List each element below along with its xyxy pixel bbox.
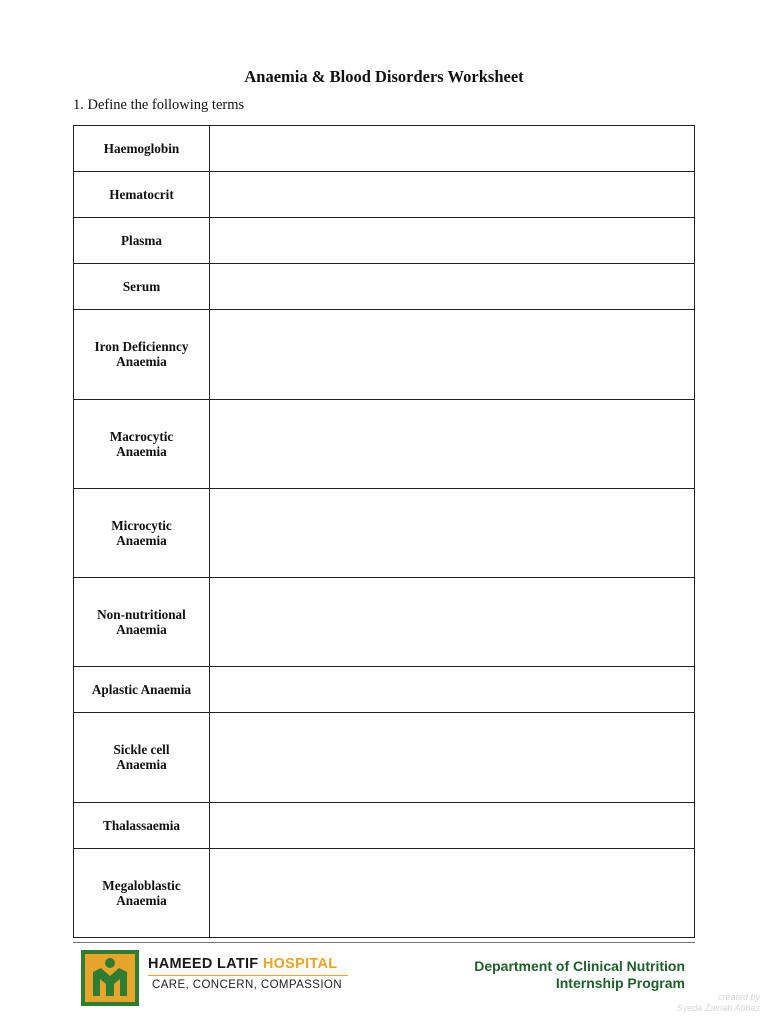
term-row [74, 848, 695, 937]
definition-answer-cell[interactable] [210, 667, 695, 713]
definition-answer-cell[interactable] [210, 218, 695, 264]
terms-table [73, 125, 695, 938]
term-row [74, 126, 695, 172]
term-label: Plasma [74, 218, 210, 264]
footer-divider [73, 942, 695, 943]
department-name: Department of Clinical Nutrition [474, 958, 685, 974]
department-block [474, 958, 685, 992]
hospital-name-accent: HOSPITAL [262, 956, 338, 972]
term-row [74, 667, 695, 713]
definition-answer-cell[interactable] [210, 848, 695, 937]
term-label: Microcytic Anaemia [74, 488, 210, 577]
term-label: Non-nutritional Anaemia [74, 578, 210, 667]
term-row [74, 802, 695, 848]
term-row [74, 264, 695, 310]
term-row [74, 578, 695, 667]
term-label: Haemoglobin [74, 126, 210, 172]
term-row [74, 310, 695, 399]
term-label: Sickle cell Anaemia [74, 713, 210, 802]
term-row [74, 713, 695, 802]
hospital-name [148, 956, 337, 972]
hospital-name-main: HAMEED LATIF [148, 956, 259, 972]
term-row [74, 488, 695, 577]
definition-answer-cell[interactable] [210, 172, 695, 218]
hospital-logo-icon [81, 950, 139, 1006]
definition-answer-cell[interactable] [210, 126, 695, 172]
definition-answer-cell[interactable] [210, 713, 695, 802]
term-label: Macrocytic Anaemia [74, 399, 210, 488]
watermark-line-2: Syeda Zainab Abbas [676, 1003, 760, 1013]
instruction-text: 1. Define the following terms [73, 97, 245, 113]
definition-answer-cell[interactable] [210, 802, 695, 848]
term-label: Serum [74, 264, 210, 310]
definition-answer-cell[interactable] [210, 488, 695, 577]
program-name: Internship Program [555, 975, 685, 991]
worksheet-title: Anaemia & Blood Disorders Worksheet [244, 67, 524, 86]
definition-answer-cell[interactable] [210, 578, 695, 667]
definition-answer-cell[interactable] [210, 310, 695, 399]
hospital-tagline: CARE, CONCERN, COMPASSION [152, 979, 342, 991]
definition-answer-cell[interactable] [210, 264, 695, 310]
definition-answer-cell[interactable] [210, 399, 695, 488]
term-label: Iron Deficienncy Anaemia [74, 310, 210, 399]
creator-watermark [677, 992, 760, 1014]
term-label: Thalassaemia [74, 802, 210, 848]
term-label: Megaloblastic Anaemia [74, 848, 210, 937]
term-row [74, 218, 695, 264]
watermark-line-1: created by [717, 992, 760, 1002]
term-label: Aplastic Anaemia [74, 667, 210, 713]
term-row [74, 172, 695, 218]
term-label: Hematocrit [74, 172, 210, 218]
term-row [74, 399, 695, 488]
brand-underline [148, 975, 348, 976]
